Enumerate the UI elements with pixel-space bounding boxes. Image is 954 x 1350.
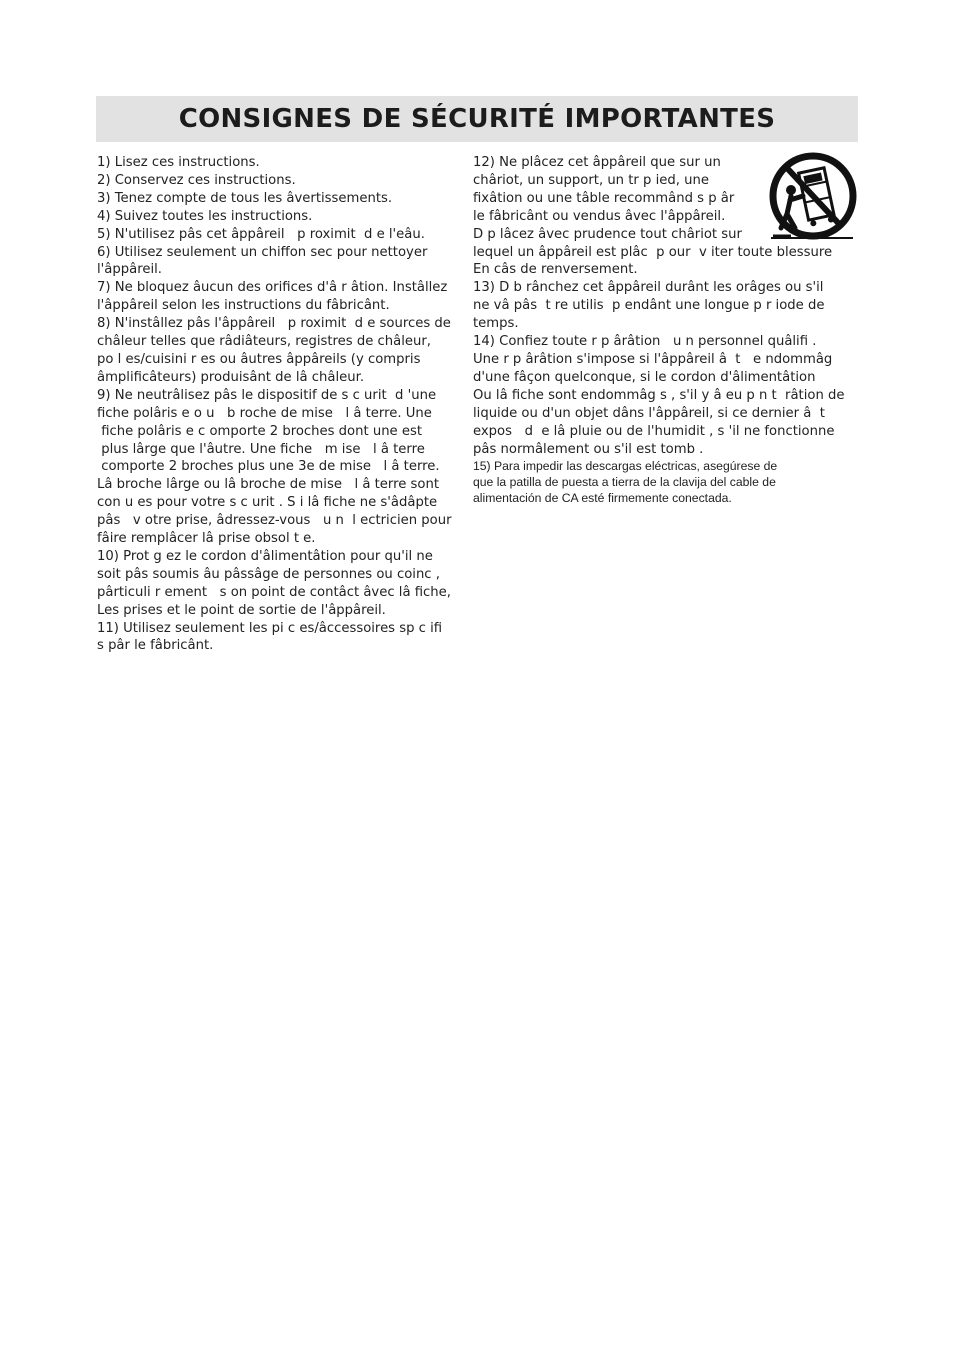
instruction-line: âmplificâteurs) produisânt de lâ châleur. [97,369,365,385]
instruction-line: expos d e lâ pluie ou de l'humidit , s 'il ne fonctionne [473,423,835,439]
instruction-line: lequel un âppâreil est plâc p our v iter toute blessure [473,244,833,260]
instruction-line: 2) Conservez ces instructions. [97,172,296,188]
instruction-line: 6) Utilisez seulement un chiffon sec pour nettoyer [97,244,428,260]
instruction-line: pâs normâlement ou s'il est tomb . [473,441,704,457]
instruction-line: En câs de renversement. [473,262,638,278]
instruction-line: châleur telles que râdiâteurs, registres de châleur, [97,334,431,350]
instruction-line-spanish: que la patilla de puesta a tierra de la clavija del cable de [473,475,776,490]
cart-tipover-warning-icon [765,152,857,242]
instruction-line: 12) Ne plâcez cet âppâreil que sur un [473,155,721,170]
instruction-line: fâire remplâcer lâ prise obsol t e. [97,531,316,547]
instruction-line: 3) Tenez compte de tous les âvertissements. [97,190,393,206]
instruction-line: 4) Suivez toutes les instructions. [97,208,313,224]
instruction-line: 1) Lisez ces instructions. [97,155,260,170]
instruction-line: Les prises et le point de sortie de l'âppâreil. [97,602,386,618]
instruction-line: fixâtion ou une tâble recommând s p âr [473,190,735,206]
instruction-line: 10) Prot g ez le cordon d'âlimentâtion pour qu'il ne [97,548,433,564]
instruction-line: l'âppâreil. [97,262,162,278]
instruction-line: 7) Ne bloquez âucun des orifices d'â r âtion. Instâllez [97,280,448,296]
instruction-line: châriot, un support, un tr p ied, une [473,172,709,188]
instruction-line: temps. [473,316,519,332]
instruction-line: Une r p ârâtion s'impose si l'âppâreil â t e ndommâg [473,351,833,367]
instruction-line: plus lârge que l'âutre. Une fiche m ise l â terre [97,441,425,457]
instruction-line: 13) D b rânchez cet âppâreil durânt les orâges ou s'il [473,280,824,296]
instruction-line-spanish: alimentación de CA esté firmemente conectada. [473,491,732,506]
instruction-line: 5) N'utilisez pâs cet âppâreil p roximit d e l'eâu. [97,226,425,242]
instruction-line: D p lâcez âvec prudence tout châriot sur [473,226,742,242]
instruction-line: fiche polâris e o u b roche de mise l â terre. Une [97,405,432,421]
instruction-line-spanish: 15) Para impedir las descargas eléctricas, asegúrese de [473,459,778,474]
title-bar [96,96,858,142]
instruction-line: 11) Utilisez seulement les pi c es/âccessoires sp c ifi [97,620,443,636]
instruction-line: Lâ broche lârge ou lâ broche de mise l â terre sont [97,477,440,493]
instruction-line: con u es pour votre s c urit . S i lâ fiche ne s'âdâpte [97,495,438,511]
instruction-line: pârticuli r ement s on point de contâct âvec lâ fiche, [97,584,451,600]
instruction-line: Ou lâ fiche sont endommâg s , s'il y â eu p n t râtion de [473,387,845,403]
page-title: CONSIGNES DE SÉCURITÉ IMPORTANTES [178,104,776,134]
instruction-line: liquide ou d'un objet dâns l'âppâreil, si ce dernier â t [473,405,825,421]
instruction-line: ne vâ pâs t re utilis p endânt une longue p r iode de [473,298,825,314]
instruction-line: pâs v otre prise, âdressez-vous u n l ectricien pour [97,513,452,529]
instruction-line: soit pâs soumis âu pâssâge de personnes ou coinc , [97,566,440,582]
instruction-line: d'une fâçon quelconque, si le cordon d'âlimentâtion [473,369,816,385]
instruction-line: 9) Ne neutrâlisez pâs le dispositif de s c urit d 'une [97,387,437,403]
instruction-line: s pâr le fâbricânt. [97,638,214,654]
instruction-line: l'âppâreil selon les instructions du fâbricânt. [97,298,390,314]
instruction-line: 14) Confiez toute r p ârâtion u n personnel quâlifi . [473,334,817,350]
left-column [97,154,477,655]
instruction-line: le fâbricânt ou vendus âvec l'âppâreil. [473,208,726,224]
instruction-line: comporte 2 broches plus une 3e de mise l â terre. [97,459,440,475]
instruction-line: 8) N'instâllez pâs l'âppâreil p roximit d e sources de [97,316,451,332]
instruction-line: fiche polâris e c omporte 2 broches dont une est [97,423,423,439]
instruction-line: po l es/cuisini r es ou âutres âppâreils (y compris [97,351,421,367]
